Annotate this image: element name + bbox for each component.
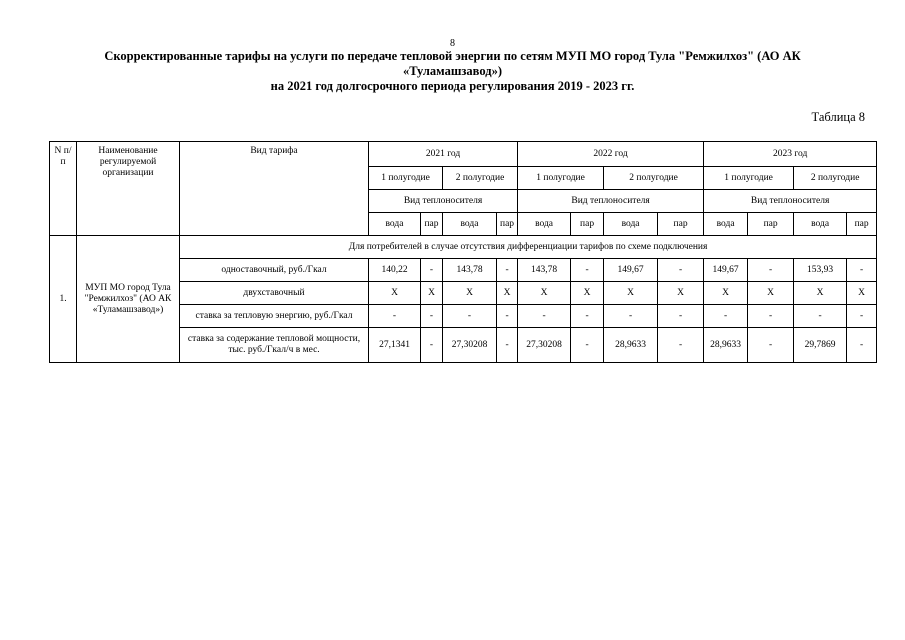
value-cell: - <box>421 328 443 363</box>
value-cell: 149,67 <box>704 259 748 282</box>
value-cell: - <box>748 328 794 363</box>
value-cell: - <box>571 328 604 363</box>
value-cell: - <box>571 259 604 282</box>
header-water: вода <box>704 213 748 236</box>
header-half-2: 2 полугодие <box>443 167 518 190</box>
value-cell: X <box>369 282 421 305</box>
header-half-1: 1 полугодие <box>704 167 794 190</box>
header-carrier: Вид теплоносителя <box>704 190 877 213</box>
section-row <box>50 236 877 259</box>
header-carrier: Вид теплоносителя <box>518 190 704 213</box>
value-cell: - <box>497 259 518 282</box>
header-tariff-type: Вид тарифа <box>180 142 369 236</box>
value-cell: 143,78 <box>518 259 571 282</box>
value-cell: X <box>571 282 604 305</box>
header-year-2023: 2023 год <box>704 142 877 167</box>
header-year-2021: 2021 год <box>369 142 518 167</box>
header-steam: пар <box>847 213 877 236</box>
value-cell: - <box>658 305 704 328</box>
value-cell: 27,30208 <box>443 328 497 363</box>
header-half-2: 2 полугодие <box>794 167 877 190</box>
header-steam: пар <box>748 213 794 236</box>
table-caption: Таблица 8 <box>811 110 865 124</box>
page-number: 8 <box>450 38 455 49</box>
header-half-1: 1 полугодие <box>518 167 604 190</box>
value-cell: - <box>794 305 847 328</box>
header-steam: пар <box>421 213 443 236</box>
value-cell: - <box>748 259 794 282</box>
document-title <box>60 49 845 94</box>
value-cell: - <box>571 305 604 328</box>
value-cell: - <box>847 328 877 363</box>
value-cell: X <box>658 282 704 305</box>
value-cell: - <box>497 328 518 363</box>
value-cell: - <box>704 305 748 328</box>
value-cell: X <box>518 282 571 305</box>
value-cell: 27,30208 <box>518 328 571 363</box>
header-steam: пар <box>571 213 604 236</box>
organization-name: МУП МО город Тула "Ремжилхоз" (АО АК «Туламашзавод») <box>77 236 180 363</box>
value-cell: X <box>443 282 497 305</box>
header-year-2022: 2022 год <box>518 142 704 167</box>
title-line-2: «Туламашзавод») <box>403 64 502 78</box>
header-half-2: 2 полугодие <box>604 167 704 190</box>
value-cell: 28,9633 <box>604 328 658 363</box>
value-cell: X <box>604 282 658 305</box>
value-cell: - <box>658 328 704 363</box>
value-cell: - <box>497 305 518 328</box>
value-cell: - <box>847 305 877 328</box>
value-cell: - <box>369 305 421 328</box>
header-carrier: Вид теплоносителя <box>369 190 518 213</box>
title-line-3: на 2021 год долгосрочного периода регулирования 2019 - 2023 гг. <box>270 79 635 93</box>
value-cell: X <box>847 282 877 305</box>
header-water: вода <box>518 213 571 236</box>
value-cell: 27,1341 <box>369 328 421 363</box>
value-cell: - <box>443 305 497 328</box>
value-cell: - <box>847 259 877 282</box>
header-half-1: 1 полугодие <box>369 167 443 190</box>
tariff-label: ставка за содержание тепловой мощности, тыс. руб./Гкал/ч в мес. <box>180 328 369 363</box>
section-label: Для потребителей в случае отсутствия дифференциации тарифов по схеме подключения <box>180 236 877 259</box>
title-line-1: Скорректированные тарифы на услуги по передаче тепловой энергии по сетям МУП МО город Тула "Ремжилхоз" (АО АК <box>104 49 801 63</box>
value-cell: - <box>748 305 794 328</box>
value-cell: 149,67 <box>604 259 658 282</box>
header-water: вода <box>443 213 497 236</box>
header-water: вода <box>369 213 421 236</box>
value-cell: 28,9633 <box>704 328 748 363</box>
value-cell: - <box>421 305 443 328</box>
value-cell: 153,93 <box>794 259 847 282</box>
row-number: 1. <box>50 236 77 363</box>
value-cell: X <box>748 282 794 305</box>
header-organization: Наименование регулируемой организации <box>77 142 180 236</box>
value-cell: X <box>497 282 518 305</box>
tariff-label: одноставочный, руб./Гкал <box>180 259 369 282</box>
value-cell: 29,7869 <box>794 328 847 363</box>
value-cell: X <box>704 282 748 305</box>
header-water: вода <box>604 213 658 236</box>
header-num: N п/п <box>50 142 77 236</box>
value-cell: X <box>421 282 443 305</box>
value-cell: X <box>794 282 847 305</box>
header-steam: пар <box>658 213 704 236</box>
header-steam: пар <box>497 213 518 236</box>
header-row-years <box>50 142 877 167</box>
tariff-label: двухставочный <box>180 282 369 305</box>
header-water: вода <box>794 213 847 236</box>
value-cell: - <box>658 259 704 282</box>
value-cell: - <box>421 259 443 282</box>
value-cell: - <box>604 305 658 328</box>
tariff-table <box>49 141 877 363</box>
tariff-label: ставка за тепловую энергию, руб./Гкал <box>180 305 369 328</box>
value-cell: - <box>518 305 571 328</box>
value-cell: 143,78 <box>443 259 497 282</box>
value-cell: 140,22 <box>369 259 421 282</box>
